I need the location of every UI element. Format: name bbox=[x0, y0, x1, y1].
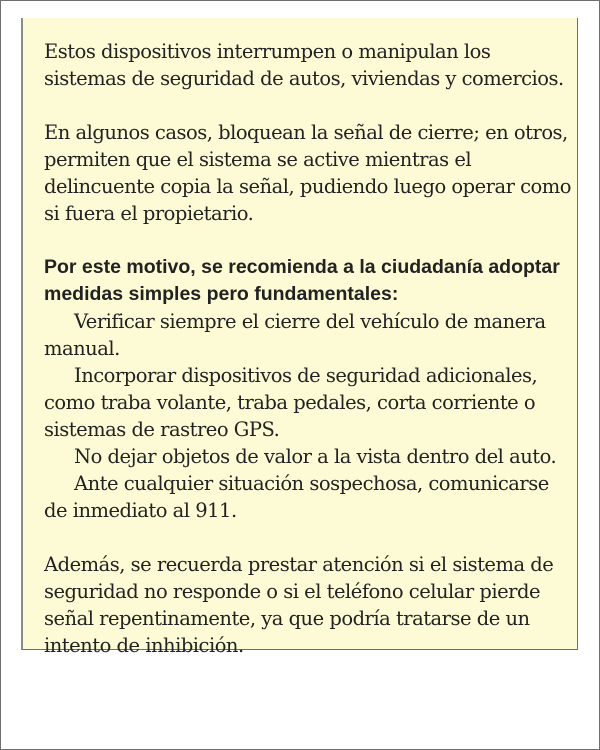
recommendation-item: No dejar objetos de valor a la vista dentro del auto. bbox=[74, 445, 557, 468]
intro-paragraph: Estos dispositivos interrumpen o manipulan los sistemas de seguridad de autos, viviendas y comercios. bbox=[44, 40, 564, 90]
recommendation-item: Incorporar dispositivos de seguridad adicionales, como traba volante, traba pedales, corta corriente o sistemas de rastreo GPS. bbox=[44, 364, 538, 441]
recommendation-item: Ante cualquier situación sospechosa, comunicarse de inmediato al 911. bbox=[44, 472, 549, 522]
closing-paragraph: Además, se recuerda prestar atención si el sistema de seguridad no responde o si el teléfono celular pierde señal repentinamente, ya que podría tratarse de un intento de inhibición. bbox=[44, 553, 554, 657]
spacer bbox=[44, 524, 574, 551]
recommendation-item: Verificar siempre el cierre del vehículo de manera manual. bbox=[44, 310, 546, 360]
spacer bbox=[44, 227, 574, 254]
recommendations-heading: Por este motivo, se recomienda a la ciudadanía adoptar medidas simples pero fundamentales: bbox=[44, 256, 560, 305]
method-paragraph: En algunos casos, bloquean la señal de cierre; en otros, permiten que el sistema se active mientras el delincuente copia la señal, pudiendo luego operar como si fuera el propietario. bbox=[44, 121, 571, 225]
spacer bbox=[44, 92, 574, 119]
note-content bbox=[44, 38, 574, 659]
note-box bbox=[21, 18, 578, 657]
